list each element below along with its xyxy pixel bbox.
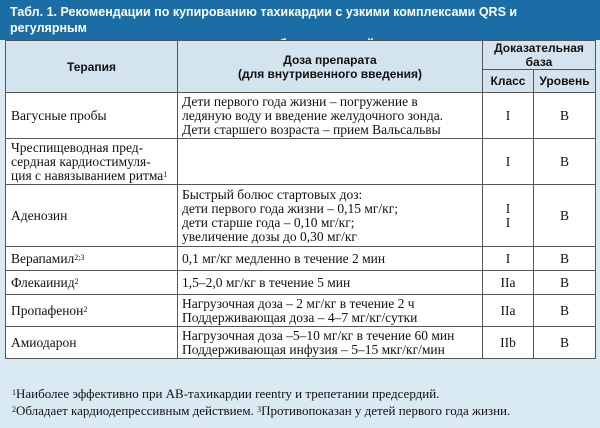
dose-line xyxy=(182,252,478,266)
dose-cell xyxy=(178,139,483,185)
therapy-line xyxy=(11,276,173,290)
dose-line xyxy=(182,95,478,109)
footnote-2-mark: 2 xyxy=(12,405,16,414)
class-cell xyxy=(483,295,534,327)
therapy-line-text: ция с навязыванием ритма xyxy=(11,167,164,183)
footnote-3-text: Противопоказан у детей первого года жизни. xyxy=(261,403,511,418)
dose-line xyxy=(182,188,478,202)
class-value xyxy=(487,202,529,216)
level-cell: B xyxy=(534,139,596,185)
class-value-text: IIa xyxy=(500,274,516,290)
level-cell: B xyxy=(534,271,596,295)
class-cell xyxy=(483,139,534,185)
header-level: Уровень xyxy=(534,70,596,93)
class-cell xyxy=(483,327,534,359)
class-value xyxy=(487,252,529,266)
dose-line xyxy=(182,230,478,244)
footnote-ref: 2 xyxy=(74,276,79,286)
table-row xyxy=(6,327,596,359)
header-dose-line-2: (для внутривенного введения) xyxy=(237,66,422,81)
footnote-1 xyxy=(12,385,597,402)
therapy-line xyxy=(11,169,173,183)
footnote-ref: 2;3 xyxy=(74,252,85,262)
table-row xyxy=(6,93,596,139)
therapy-line-text: Верапамил xyxy=(11,250,75,266)
class-value-text: IIb xyxy=(500,334,516,350)
header-dose xyxy=(178,41,483,93)
therapy-line-text: Пропафенон xyxy=(11,302,84,318)
therapy-cell xyxy=(6,247,178,271)
dose-line xyxy=(182,109,478,123)
recommendations-table xyxy=(5,40,596,359)
header-therapy: Терапия xyxy=(6,41,178,93)
dose-cell xyxy=(178,185,483,247)
footnotes xyxy=(12,385,597,419)
class-value xyxy=(487,216,529,230)
footnote-3-mark: 3 xyxy=(257,405,262,414)
class-value xyxy=(487,276,529,290)
dose-cell xyxy=(178,295,483,327)
class-value-text: I xyxy=(505,214,511,230)
level-cell: B xyxy=(534,295,596,327)
class-value-text: IIa xyxy=(500,302,516,318)
therapy-cell xyxy=(6,185,178,247)
class-value xyxy=(487,304,529,318)
table-title xyxy=(0,0,600,40)
class-value xyxy=(487,155,529,169)
therapy-line-text: Амиодарон xyxy=(11,334,77,350)
dose-line xyxy=(182,216,478,230)
dose-line-text: Быстрый болюс стартовых доз: xyxy=(182,186,363,202)
footnote-2-3 xyxy=(12,402,597,419)
therapy-line xyxy=(11,304,173,318)
therapy-cell xyxy=(6,139,178,185)
therapy-line-text: Аденозин xyxy=(11,207,68,223)
dose-line-text: увеличение дозы до 0,30 мг/кг xyxy=(182,228,357,244)
class-value-text: I xyxy=(505,107,511,123)
dose-line-text: Нагрузочная доза –5–10 мг/кг в течение 60 мин xyxy=(182,327,455,343)
dose-line-text: 0,1 мг/кг медленно в течение 2 мин xyxy=(182,250,386,266)
footnote-2-text: Обладает кардиодепрессивным действием. xyxy=(16,403,254,418)
level-cell: B xyxy=(534,185,596,247)
dose-line xyxy=(182,311,478,325)
footnote-1-mark: 1 xyxy=(12,388,16,397)
therapy-line xyxy=(11,109,173,123)
therapy-line-text: сердная кардиостимуля- xyxy=(11,153,151,169)
therapy-line-text: Чреспищеводная пред- xyxy=(11,139,144,155)
class-cell xyxy=(483,185,534,247)
dose-line-text: дети старше года – 0,10 мг/кг; xyxy=(182,214,355,230)
therapy-line xyxy=(11,155,173,169)
dose-line xyxy=(182,202,478,216)
table-row xyxy=(6,271,596,295)
header-class: Класс xyxy=(483,70,534,93)
table-row xyxy=(6,139,596,185)
therapy-line-text: Флекаинид xyxy=(11,274,75,290)
dose-line xyxy=(182,123,478,137)
dose-line xyxy=(182,329,478,343)
dose-line-text: Дети первого года жизни – погружение в xyxy=(182,93,418,109)
table-title-line-1: Табл. 1. Рекомендации по купированию тахикардии с узкими комплексами QRS и регулярным xyxy=(10,5,518,35)
dose-line-text: Поддерживающая инфузия – 5–15 мкг/кг/мин xyxy=(182,341,445,357)
footnote-ref: 2 xyxy=(83,304,88,314)
dose-cell xyxy=(178,271,483,295)
level-cell: B xyxy=(534,93,596,139)
table-body xyxy=(6,93,596,359)
dose-line-text: ледяную воду и введение желудочного зонда. xyxy=(182,107,444,123)
table-row xyxy=(6,247,596,271)
dose-line xyxy=(182,297,478,311)
level-cell: B xyxy=(534,247,596,271)
dose-line xyxy=(182,343,478,357)
class-value xyxy=(487,336,529,350)
table-row xyxy=(6,185,596,247)
class-value-text: I xyxy=(505,250,511,266)
header-evidence: Доказательная база xyxy=(483,41,596,70)
class-value xyxy=(487,109,529,123)
therapy-line xyxy=(11,141,173,155)
therapy-cell xyxy=(6,327,178,359)
therapy-cell xyxy=(6,93,178,139)
dose-cell xyxy=(178,247,483,271)
class-cell xyxy=(483,93,534,139)
header-dose-line-1: Доза препарата xyxy=(283,52,377,67)
level-cell: B xyxy=(534,327,596,359)
dose-cell xyxy=(178,93,483,139)
class-value-text: I xyxy=(505,153,511,169)
class-value-text: I xyxy=(505,200,511,216)
therapy-cell xyxy=(6,271,178,295)
therapy-line-text: Вагусные пробы xyxy=(11,107,107,123)
footnote-1-text: Наиболее эффективно при АВ-тахикардии reentry и трепетании предсердий. xyxy=(16,386,440,401)
dose-line xyxy=(182,276,478,290)
class-cell xyxy=(483,271,534,295)
therapy-line xyxy=(11,209,173,223)
dose-line-text: 1,5–2,0 мг/кг в течение 5 мин xyxy=(182,274,351,290)
dose-line-text: Нагрузочная доза – 2 мг/кг в течение 2 ч xyxy=(182,295,415,311)
dose-cell xyxy=(178,327,483,359)
therapy-line xyxy=(11,252,173,266)
dose-line-text: Поддерживающая доза – 4–7 мг/кг/сутки xyxy=(182,309,418,325)
dose-line-text: Дети старшего возраста – прием Вальсальвы xyxy=(182,121,441,137)
therapy-cell xyxy=(6,295,178,327)
footnote-ref: 1 xyxy=(163,169,168,179)
dose-line-text: дети первого года жизни – 0,15 мг/кг; xyxy=(182,200,398,216)
class-cell xyxy=(483,247,534,271)
table-row xyxy=(6,295,596,327)
therapy-line xyxy=(11,336,173,350)
